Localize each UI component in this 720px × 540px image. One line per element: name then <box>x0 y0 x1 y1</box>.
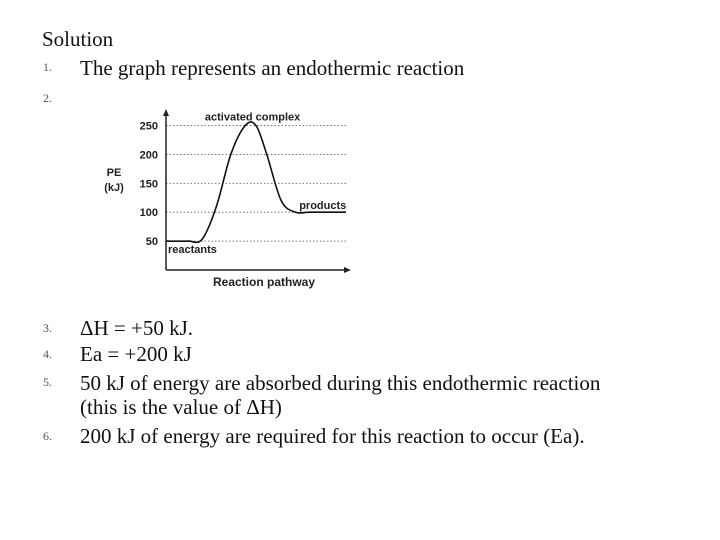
x-axis-arrow <box>344 267 351 273</box>
list-item: 200 kJ of energy are required for this reaction to occur (Ea). <box>80 424 585 448</box>
energy-diagram <box>96 104 366 296</box>
list-item: Ea = +200 kJ <box>80 342 192 366</box>
list-item: ΔH = +50 kJ. <box>80 316 194 340</box>
y-tick-label: 100 <box>139 207 158 220</box>
peak-label: activated complex <box>204 111 301 124</box>
list-number: 1. <box>43 60 52 74</box>
y-tick-label: 200 <box>139 149 158 162</box>
y-tick-label: 150 <box>139 178 158 191</box>
y-axis-arrow <box>163 109 169 116</box>
y-axis-label-line2: (kJ) <box>104 182 124 194</box>
energy-curve <box>166 122 346 242</box>
reactants-label: reactants <box>168 244 217 257</box>
products-label: products <box>299 200 347 213</box>
list-number: 5. <box>43 375 52 389</box>
y-tick-label: 50 <box>145 236 158 249</box>
page-title: Solution <box>42 27 114 51</box>
y-axis-label-line1: PE <box>106 167 122 179</box>
list-number: 4. <box>43 347 52 361</box>
list-number: 2. <box>43 91 52 105</box>
y-tick-label: 250 <box>139 120 158 133</box>
list-item-continuation: (this is the value of ΔH) <box>80 395 282 419</box>
list-item: The graph represents an endothermic reaction <box>80 56 465 80</box>
list-number: 6. <box>43 429 52 443</box>
x-axis-label: Reaction pathway <box>212 275 316 289</box>
list-item: 50 kJ of energy are absorbed during this endothermic reaction <box>80 371 601 395</box>
list-number: 3. <box>43 321 52 335</box>
